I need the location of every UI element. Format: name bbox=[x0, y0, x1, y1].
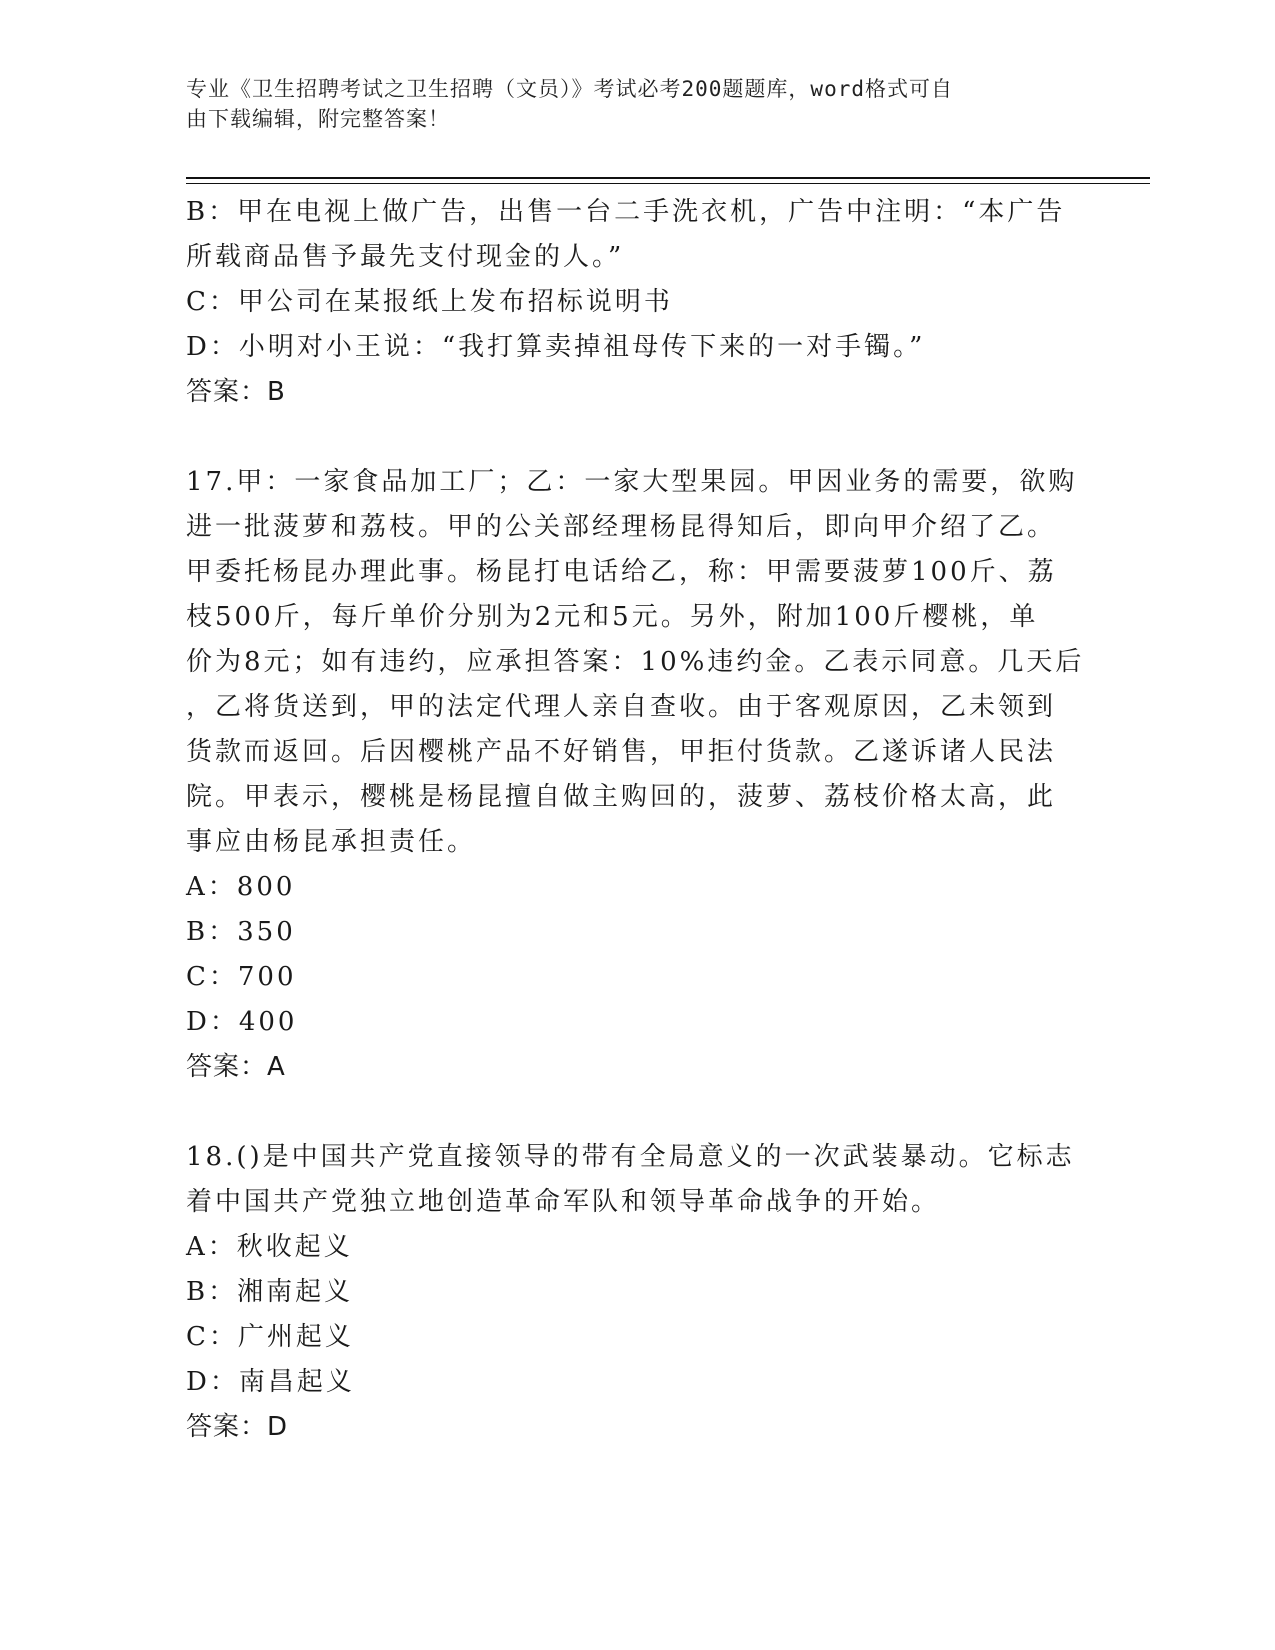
question-text-line: 18.()是中国共产党直接领导的带有全局意义的一次武装暴动。它标志 bbox=[186, 1142, 1075, 1172]
option-b: B：湘南起义 bbox=[186, 1277, 354, 1307]
option-c: C：广州起义 bbox=[186, 1322, 354, 1352]
header-rule-thin bbox=[186, 183, 1150, 184]
answer-line: 答案：D bbox=[186, 1412, 289, 1442]
document-body bbox=[186, 190, 1086, 1450]
question-text-line: 院。甲表示，樱桃是杨昆擅自做主购回的，菠萝、荔枝价格太高，此 bbox=[186, 782, 1057, 812]
question-17 bbox=[186, 460, 1086, 1090]
answer-line: 答案：B bbox=[186, 377, 286, 407]
question-18 bbox=[186, 1135, 1086, 1450]
header-line-2: 由下载编辑，附完整答案！ bbox=[186, 107, 450, 131]
question-text-line: 枝500斤，每斤单价分别为2元和5元。另外，附加100斤樱桃，单 bbox=[186, 602, 1039, 632]
option-b-line-2: 所载商品售予最先支付现金的人。” bbox=[186, 242, 625, 272]
question-text-line: ，乙将货送到，甲的法定代理人亲自查收。由于客观原因，乙未领到 bbox=[186, 692, 1057, 722]
option-a: A：800 bbox=[186, 872, 296, 902]
question-text-line: 着中国共产党独立地创造革命军队和领导革命战争的开始。 bbox=[186, 1187, 941, 1217]
option-b-line-1: B：甲在电视上做广告，出售一台二手洗衣机，广告中注明：“本广告 bbox=[186, 197, 1066, 227]
question-text-line: 进一批菠萝和荔枝。甲的公关部经理杨昆得知后，即向甲介绍了乙。 bbox=[186, 512, 1057, 542]
question-text-line: 17.甲：一家食品加工厂；乙：一家大型果园。甲因业务的需要，欲购 bbox=[186, 467, 1078, 497]
question-text-line: 事应由杨昆承担责任。 bbox=[186, 827, 477, 857]
header-line-1: 专业《卫生招聘考试之卫生招聘（文员）》考试必考200题题库，word格式可自 bbox=[186, 77, 953, 101]
option-c: C：700 bbox=[186, 962, 297, 992]
question-text-line: 货款而返回。后因樱桃产品不好销售，甲拒付货款。乙遂诉诸人民法 bbox=[186, 737, 1057, 767]
option-b: B：350 bbox=[186, 917, 296, 947]
question-text-line: 甲委托杨昆办理此事。杨昆打电话给乙，称：甲需要菠萝100斤、荔 bbox=[186, 557, 1057, 587]
option-c: C：甲公司在某报纸上发布招标说明书 bbox=[186, 287, 673, 317]
document-header bbox=[186, 74, 1066, 134]
question-16 bbox=[186, 190, 1086, 415]
spacer bbox=[186, 1090, 1086, 1135]
option-a: A：秋收起义 bbox=[186, 1232, 353, 1262]
option-d: D：小明对小王说：“我打算卖掉祖母传下来的一对手镯。” bbox=[186, 332, 926, 362]
header-rule-thick bbox=[186, 177, 1150, 179]
option-d: D：南昌起义 bbox=[186, 1367, 355, 1397]
answer-line: 答案：A bbox=[186, 1052, 286, 1082]
spacer bbox=[186, 415, 1086, 460]
question-text-line: 价为8元；如有违约，应承担答案：10%违约金。乙表示同意。几天后 bbox=[186, 647, 1085, 677]
option-d: D：400 bbox=[186, 1007, 298, 1037]
